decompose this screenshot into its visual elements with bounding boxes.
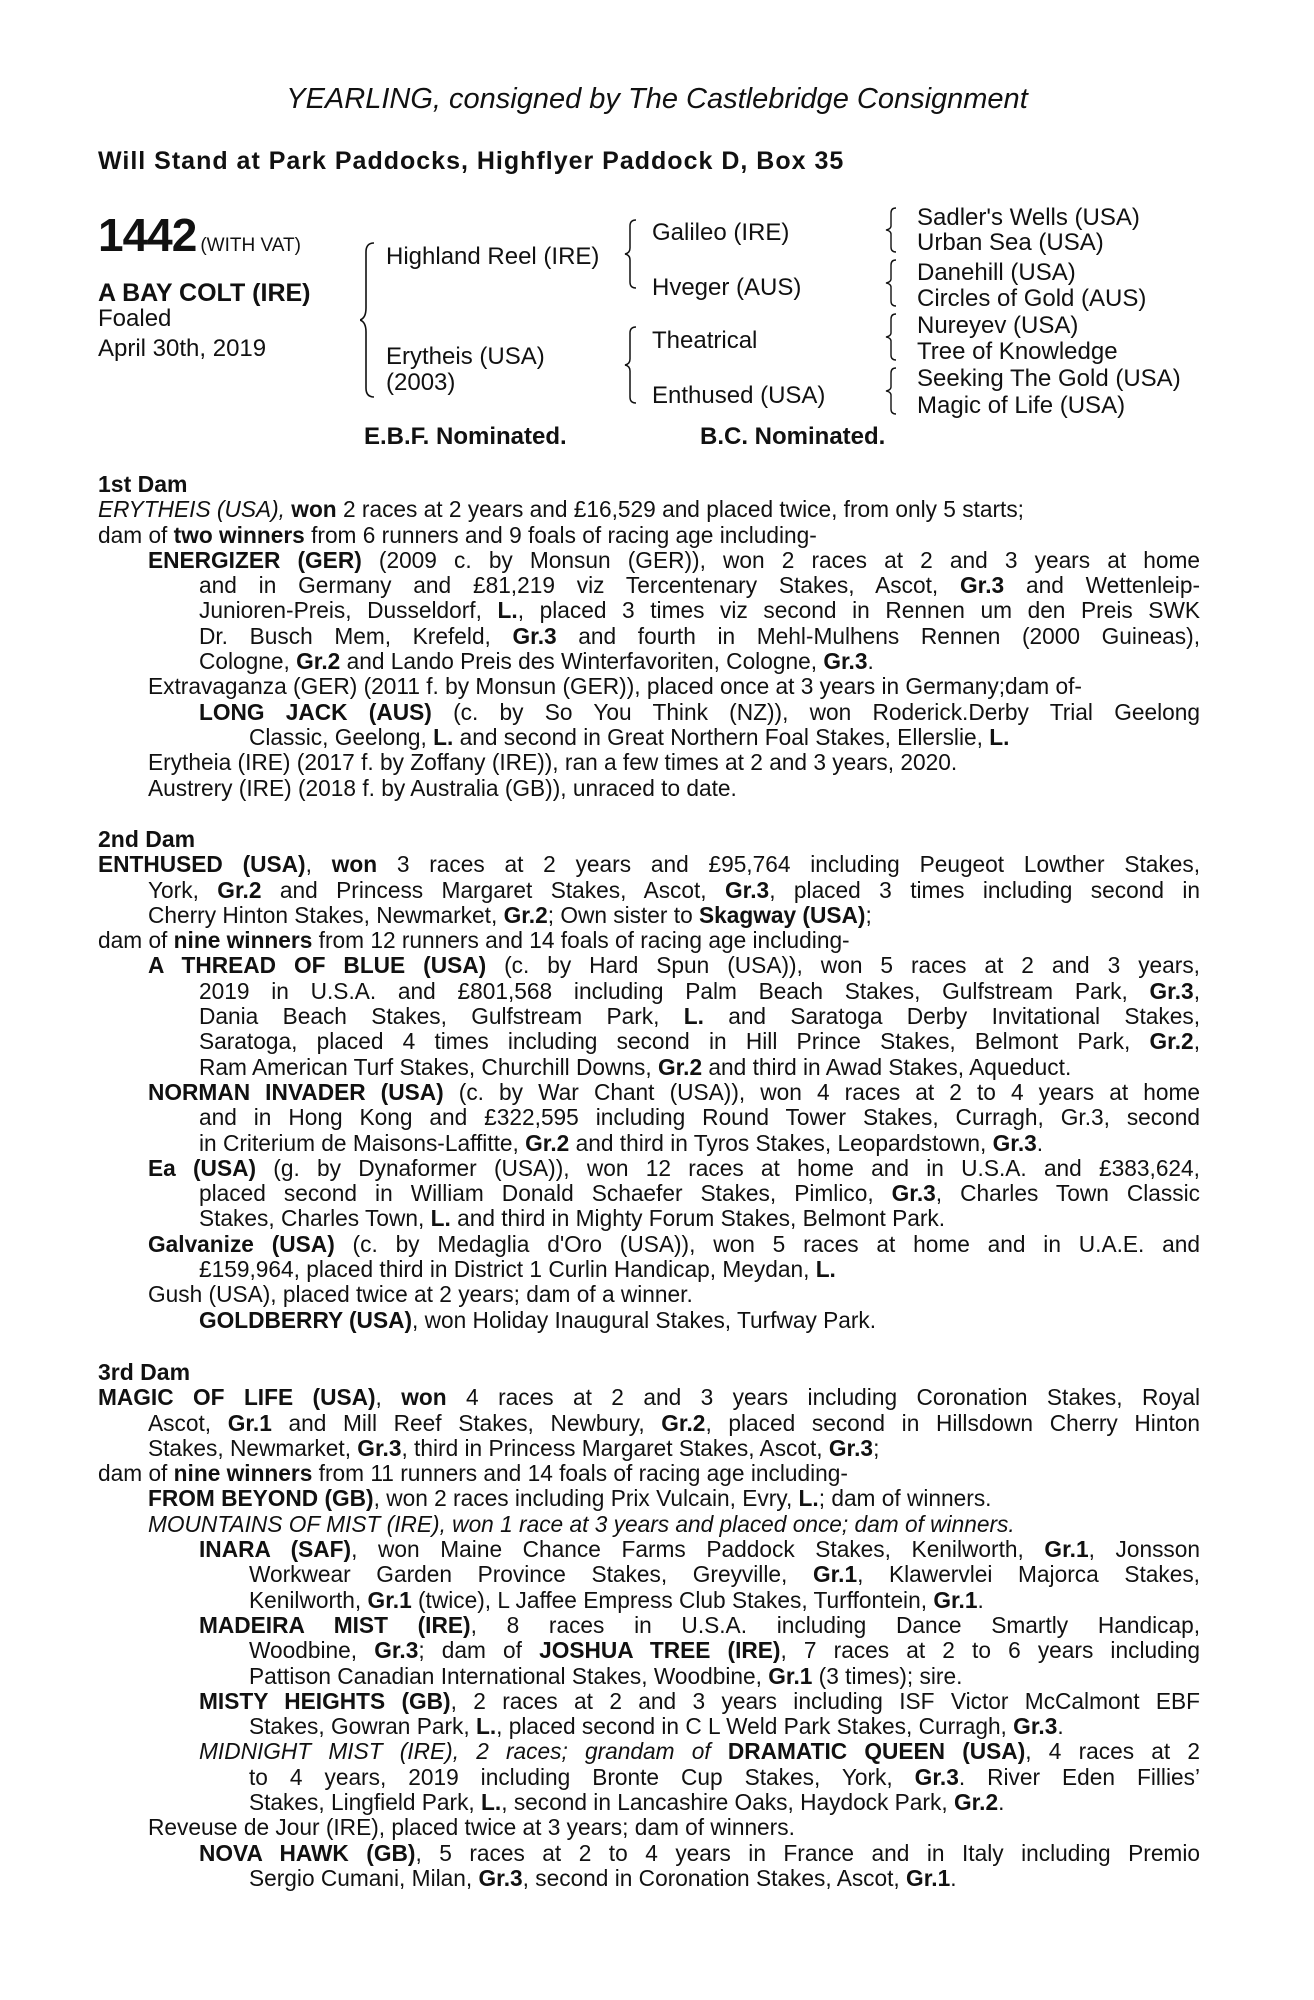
progeny-line: Stakes, Gowran Park, L., placed second in C L Weld Park Stakes, Curragh, Gr.3. — [249, 1713, 1064, 1740]
pedigree-brace-1 — [360, 240, 380, 400]
stand-location: Will Stand at Park Paddocks, Highflyer Paddock D, Box 35 — [98, 147, 845, 175]
progeny-line: MOUNTAINS OF MIST (IRE), won 1 race at 3 years and placed once; dam of winners. — [148, 1510, 1015, 1537]
foaled-label: Foaled — [98, 305, 172, 332]
progeny-line: and in Hong Kong and £322,595 including Round Tower Stakes, Curragh, Gr.3, second — [199, 1104, 1200, 1131]
progeny-line: Austrery (IRE) (2018 f. by Australia (GB)), unraced to date. — [148, 774, 737, 801]
lot-number — [98, 208, 301, 262]
progeny-line: Woodbine, Gr.3; dam of JOSHUA TREE (IRE), 7 races at 2 to 6 years including — [249, 1637, 1200, 1664]
progeny-line: Gush (USA), placed twice at 2 years; dam of a winner. — [148, 1281, 693, 1308]
section-heading: 3rd Dam — [98, 1359, 191, 1385]
foaled-date: April 30th, 2019 — [98, 335, 267, 362]
progeny-line: MADEIRA MIST (IRE), 8 races in U.S.A. including Dance Smartly Handicap, — [199, 1611, 1200, 1638]
progeny-line: Saratoga, placed 4 times including second in Hill Prince Stakes, Belmont Park, Gr.2, — [199, 1028, 1200, 1055]
progeny-line: INARA (SAF), won Maine Chance Farms Paddock Stakes, Kenilworth, Gr.1, Jonsson — [199, 1536, 1200, 1563]
progeny-line: Kenilworth, Gr.1 (twice), L Jaffee Empress Club Stakes, Turffontein, Gr.1. — [249, 1586, 984, 1613]
bc-nomination: B.C. Nominated. — [700, 423, 886, 450]
progeny-line: Pattison Canadian International Stakes, Woodbine, Gr.1 (3 times); sire. — [249, 1662, 963, 1689]
ancestor-7: Seeking The Gold (USA) — [917, 365, 1181, 392]
section-heading: 1st Dam — [98, 471, 188, 497]
dam-line: Ascot, Gr.1 and Mill Reef Stakes, Newbury, Gr.2, placed second in Hillsdown Cherry Hinton — [148, 1409, 1200, 1436]
progeny-line: Sergio Cumani, Milan, Gr.3, second in Coronation Stakes, Ascot, Gr.1. — [249, 1864, 957, 1891]
ancestor-5: Nureyev (USA) — [917, 312, 1079, 339]
progeny-line: Ea (USA) (g. by Dynaformer (USA)), won 12 races at home and in U.S.A. and £383,624, — [148, 1154, 1200, 1181]
pedigree-brace-6 — [885, 312, 899, 362]
grandsire-1: Galileo (IRE) — [652, 219, 790, 246]
grandsire-4: Enthused (USA) — [652, 382, 826, 409]
foaled-info — [98, 304, 266, 364]
catalogue-heading: YEARLING, consigned by The Castlebridge Consignment — [286, 83, 1028, 115]
progeny-line: Reveuse de Jour (IRE), placed twice at 3 years; dam of winners. — [148, 1814, 795, 1841]
progeny-line: Workwear Garden Province Stakes, Greyville, Gr.1, Klawervlei Majorca Stakes, — [249, 1561, 1200, 1588]
progeny-line: Junioren-Preis, Dusseldorf, L., placed 3 times viz second in Rennen um den Preis SWK — [199, 597, 1200, 624]
progeny-line: placed second in William Donald Schaefer Stakes, Pimlico, Gr.3, Charles Town Classic — [199, 1180, 1200, 1207]
dam-name: Erytheis (USA) — [386, 343, 545, 370]
section-heading: 2nd Dam — [98, 826, 196, 852]
dam-line: Cherry Hinton Stakes, Newmarket, Gr.2; Own sister to Skagway (USA); — [148, 901, 872, 928]
pedigree-brace-7 — [885, 366, 899, 416]
pedigree-brace-4 — [885, 206, 899, 254]
second-dam-section — [98, 827, 1200, 1333]
dam-foal-year: (2003) — [386, 369, 456, 396]
ancestor-2: Urban Sea (USA) — [917, 229, 1104, 256]
third-dam-section — [98, 1360, 1200, 1891]
dam-line: York, Gr.2 and Princess Margaret Stakes, Ascot, Gr.3, placed 3 times including second in — [148, 876, 1201, 903]
pedigree-brace-5 — [885, 258, 899, 308]
dam-line: dam of nine winners from 12 runners and 14 foals of racing age including- — [98, 927, 850, 954]
progeny-line: Stakes, Charles Town, L. and third in Mighty Forum Stakes, Belmont Park. — [199, 1205, 946, 1232]
ancestor-6: Tree of Knowledge — [917, 338, 1118, 365]
progeny-line: Classic, Geelong, L. and second in Great Northern Foal Stakes, Ellerslie, L. — [249, 723, 1010, 750]
progeny-line: Galvanize (USA) (c. by Medaglia d'Oro (USA)), won 5 races at home and in U.A.E. and — [148, 1230, 1200, 1257]
pedigree-brace-2 — [624, 218, 640, 290]
progeny-line: Cologne, Gr.2 and Lando Preis des Winterfavoriten, Cologne, Gr.3. — [199, 648, 874, 675]
progeny-line: Extravaganza (GER) (2011 f. by Monsun (GER)), placed once at 3 years in Germany;dam of- — [148, 673, 1082, 700]
dam-line: dam of two winners from 6 runners and 9 foals of racing age including- — [98, 521, 817, 548]
progeny-line: to 4 years, 2019 including Bronte Cup Stakes, York, Gr.3. River Eden Fillies’ — [249, 1763, 1200, 1790]
vat-label: (WITH VAT) — [200, 235, 301, 256]
dam-line: dam of nine winners from 11 runners and 14 foals of racing age including- — [98, 1460, 848, 1487]
ancestor-1: Sadler's Wells (USA) — [917, 204, 1140, 231]
progeny-line: Erytheia (IRE) (2017 f. by Zoffany (IRE)), ran a few times at 2 and 3 years, 2020. — [148, 749, 958, 776]
progeny-line: LONG JACK (AUS) (c. by So You Think (NZ)), won Roderick.Derby Trial Geelong — [199, 698, 1200, 725]
progeny-line: Dania Beach Stakes, Gulfstream Park, L. and Saratoga Derby Invitational Stakes, — [199, 1003, 1201, 1030]
progeny-line: Dr. Busch Mem, Krefeld, Gr.3 and fourth in Mehl-Mulhens Rennen (2000 Guineas), — [199, 622, 1201, 649]
progeny-line: Stakes, Lingfield Park, L., second in Lancashire Oaks, Haydock Park, Gr.2. — [249, 1789, 1005, 1816]
progeny-line: in Criterium de Maisons-Laffitte, Gr.2 and third in Tyros Stakes, Leopardstown, Gr.3. — [199, 1129, 1044, 1156]
dam-line: ENTHUSED (USA), won 3 races at 2 years and £95,764 including Peugeot Lowther Stakes, — [98, 851, 1201, 878]
grandsire-2: Hveger (AUS) — [652, 274, 802, 301]
progeny-line: and in Germany and £81,219 viz Tercentenary Stakes, Ascot, Gr.3 and Wettenleip- — [199, 572, 1201, 599]
dam-line: ERYTHEIS (USA), won 2 races at 2 years and £16,529 and placed twice, from only 5 starts; — [98, 496, 1024, 523]
dam-line: MAGIC OF LIFE (USA), won 4 races at 2 and 3 years including Coronation Stakes, Royal — [98, 1384, 1200, 1411]
ebf-nomination: E.B.F. Nominated. — [364, 423, 567, 450]
dam-line: Stakes, Newmarket, Gr.3, third in Princess Margaret Stakes, Ascot, Gr.3; — [148, 1434, 880, 1461]
progeny-line: Ram American Turf Stakes, Churchill Downs, Gr.2 and third in Awad Stakes, Aqueduct. — [199, 1053, 1072, 1080]
progeny-line: ENERGIZER (GER) (2009 c. by Monsun (GER)), won 2 races at 2 and 3 years at home — [148, 546, 1201, 573]
ancestor-3: Danehill (USA) — [917, 259, 1076, 286]
lot-title: A BAY COLT (IRE) — [98, 279, 311, 307]
progeny-line: 2019 in U.S.A. and £801,568 including Palm Beach Stakes, Gulfstream Park, Gr.3, — [199, 977, 1200, 1004]
progeny-line: £159,964, placed third in District 1 Curlin Handicap, Meydan, L. — [199, 1256, 836, 1283]
grandsire-3: Theatrical — [652, 327, 758, 354]
first-dam-section — [98, 472, 1200, 801]
progeny-line: NORMAN INVADER (USA) (c. by War Chant (USA)), won 4 races at 2 to 4 years at home — [148, 1078, 1200, 1105]
progeny-line: MISTY HEIGHTS (GB), 2 races at 2 and 3 years including ISF Victor McCalmont EBF — [199, 1687, 1200, 1714]
progeny-line: GOLDBERRY (USA), won Holiday Inaugural Stakes, Turfway Park. — [199, 1306, 877, 1333]
lot-number-value: 1442 — [98, 209, 197, 261]
progeny-line: FROM BEYOND (GB), won 2 races including Prix Vulcain, Evry, L.; dam of winners. — [148, 1485, 992, 1512]
pedigree-brace-3 — [624, 325, 640, 405]
progeny-line: MIDNIGHT MIST (IRE), 2 races; grandam of DRAMATIC QUEEN (USA), 4 races at 2 — [199, 1738, 1200, 1765]
progeny-line: NOVA HAWK (GB), 5 races at 2 to 4 years in France and in Italy including Premio — [199, 1839, 1200, 1866]
ancestor-4: Circles of Gold (AUS) — [917, 285, 1147, 312]
sire-name: Highland Reel (IRE) — [386, 243, 600, 270]
progeny-line: A THREAD OF BLUE (USA) (c. by Hard Spun (USA)), won 5 races at 2 and 3 years, — [148, 952, 1200, 979]
ancestor-8: Magic of Life (USA) — [917, 392, 1126, 419]
